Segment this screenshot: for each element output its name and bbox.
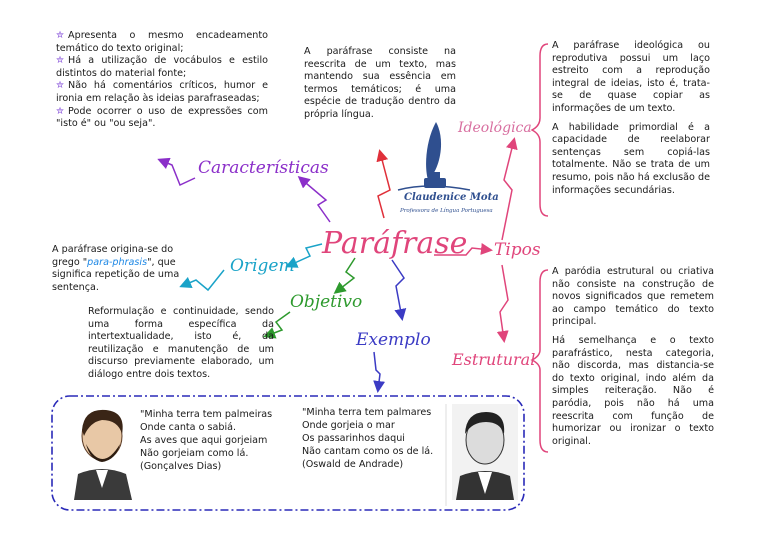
paragraph: A paráfrase ideológica ou reprodutiva possui um laço estreito com a reprodução integral de ideias, isto é, trata-se de quase copiar as informações de um texto. — [552, 40, 710, 114]
list-item: ✮ Pode ocorrer o uso de expressões com "isto é" ou "ou seja". — [56, 105, 268, 130]
connector-caracteristicas-text — [160, 160, 195, 185]
connector-origem-text — [182, 270, 224, 290]
portrait-oswald-de-andrade — [452, 404, 518, 500]
star-icon: ✮ — [56, 55, 65, 67]
branch-origem: Origem — [230, 256, 295, 276]
branch-estrutural: Estrutural — [452, 350, 536, 369]
paragraph: Há semelhança e o texto parafrástico, nesta categoria, não discorda, mas distancia-se do texto original, indo além da simples reiteração. Não é paródia, pois não há uma reescrita com função de humorizar ou ironizar o texto original. — [552, 334, 714, 447]
branch-objetivo: Objetivo — [290, 292, 363, 312]
connector-ideologica — [502, 140, 514, 240]
estrutural-text — [552, 266, 714, 448]
portrait-goncalves-dias — [74, 410, 132, 500]
connector-definition — [378, 152, 390, 218]
paragraph: A habilidade primordial é a capacidade de reelaborar sentenças sem copiá-las totalmente. Não se trata de um resumo, pois não há exclusão de informações secundárias. — [552, 121, 710, 196]
paragraph: A paródia estrutural ou criativa não consiste na construção de novos significados que remetem ao campo temático do texto principal. — [552, 266, 714, 328]
term-para-phrasis: para-phrasis — [87, 256, 148, 268]
list-item: ✮ Há a utilização de vocábulos e estilo distintos do material fonte; — [56, 55, 268, 79]
star-icon: ✮ — [56, 30, 65, 41]
branch-ideologica: Ideológica — [458, 120, 532, 136]
star-icon: ✮ — [56, 80, 65, 92]
branch-exemplo: Exemplo — [356, 330, 431, 350]
caracteristicas-list — [56, 30, 268, 131]
branch-caracteristicas: Características — [198, 158, 329, 178]
logo-role: Professora de Língua Portuguesa — [400, 208, 493, 214]
branch-tipos: Tipos — [494, 240, 541, 260]
connector-exemplo — [392, 260, 404, 318]
definition-text: A paráfrase consiste na reescrita de um texto, mas mantendo sua essência em termos temáticos; é uma espécie de tradução dentro da própria língua. — [304, 46, 456, 120]
connector-caracteristicas — [300, 178, 330, 222]
center-node: Paráfrase — [322, 226, 468, 261]
ideologica-text — [552, 40, 710, 197]
connector-objetivo — [336, 258, 355, 292]
objetivo-text: Reformulação e continuidade, sendo uma forma específica da intertextualidade, isto é, da reutilização e manutenção de um discurso previamente elaborado, um diálogo entre dois textos. — [88, 306, 274, 380]
poem-original: "Minha terra tem palmeiras Onde canta o sabiá. As aves que aqui gorjeiam Não gorjeiam como lá. (Gonçalves Dias) — [140, 409, 273, 472]
connector-exemplo-box — [374, 352, 380, 390]
list-item: ✮ Não há comentários críticos, humor e ironia em relação às ideias parafraseadas; — [56, 80, 268, 104]
origem-text: A paráfrase origina-se do grego "para-phrasis", que significa repetição de uma sentença. — [52, 244, 180, 293]
list-item: ✮ Apresenta o mesmo encadeamento temático do texto original; — [56, 30, 268, 54]
connector-estrutural — [500, 265, 508, 340]
bracket-ideologica — [532, 44, 548, 216]
logo-author: Claudenice Mota — [404, 192, 499, 203]
star-icon: ✮ — [56, 105, 65, 117]
poem-paraphrase: "Minha terra tem palmares Onde gorjeia o mar Os passarinhos daqui Não cantam como os de lá. (Oswald de Andrade) — [302, 407, 434, 470]
